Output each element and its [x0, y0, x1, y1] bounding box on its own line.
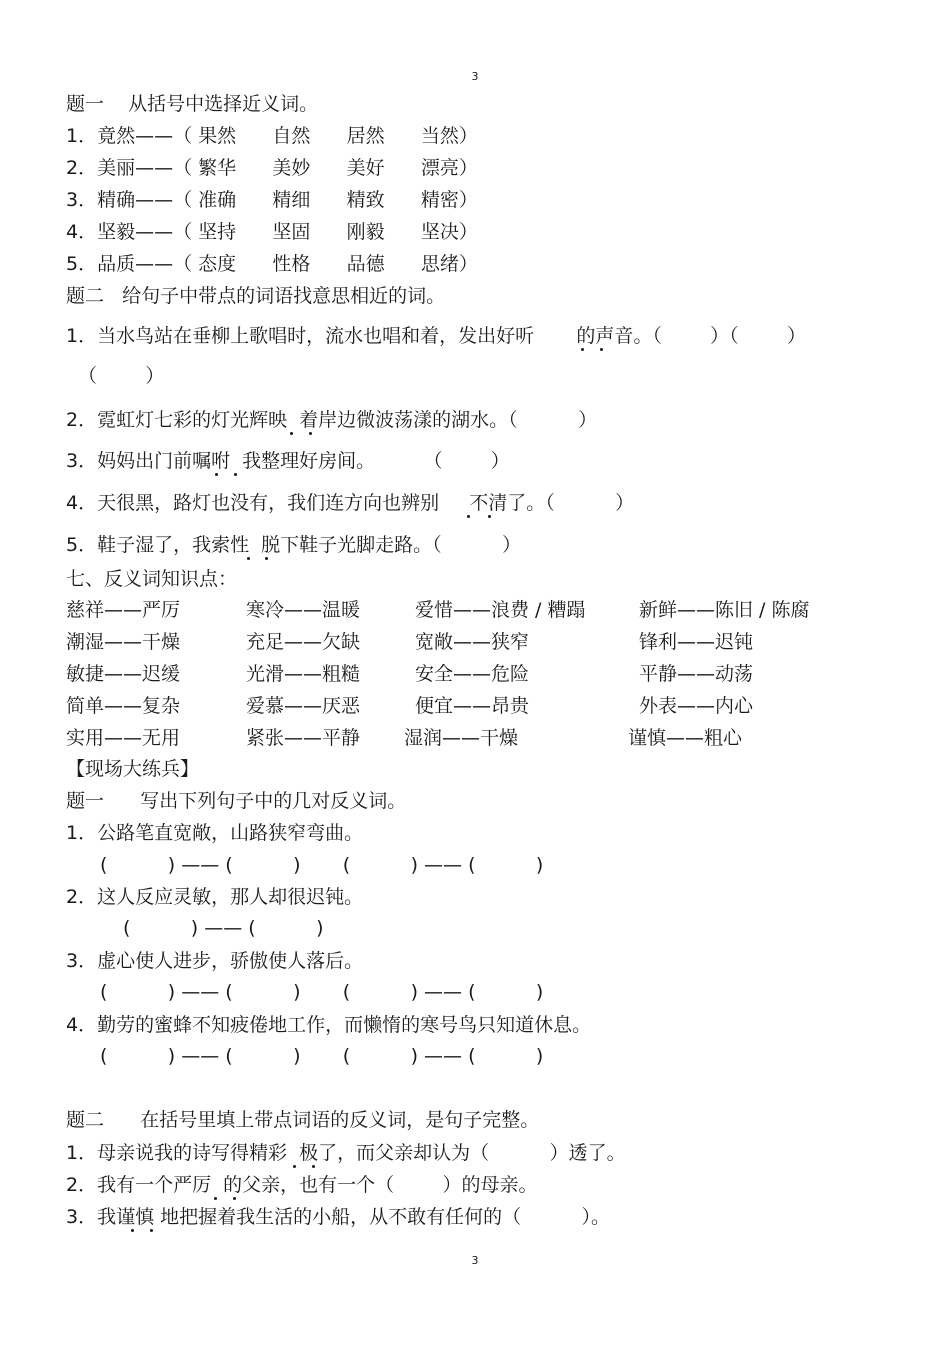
- question-sentence: 2．这人反应灵敏，那人却很迟钝。: [66, 886, 364, 908]
- section4-title: 题一 写出下列句子中的几对反义词。: [66, 790, 407, 812]
- sentence-item-cont: （ ）: [78, 365, 165, 387]
- antonym-pair: 宽敞——狭窄: [415, 631, 530, 653]
- antonym-pair: 谨慎——粗心: [628, 727, 743, 749]
- antonym-pair: 新鲜——陈旧 / 陈腐: [639, 599, 810, 621]
- antonym-pair: 爱惜——浪费 / 糟蹋: [415, 599, 586, 621]
- antonym-pair: 敏捷——迟缓: [66, 663, 181, 685]
- synonym-item: 3．精确——（ 准确 精细 精致 精密）: [66, 189, 478, 211]
- emphasis-dot: [293, 1165, 296, 1168]
- page-number-bottom: 3: [471, 1254, 479, 1267]
- antonym-pair: 实用——无用: [66, 727, 181, 749]
- antonym-pair: 便宜——昂贵: [415, 695, 530, 717]
- emphasis-dot: [150, 1229, 153, 1232]
- section1-title: 题一 从括号中选择近义词。: [66, 93, 319, 115]
- antonym-pair: 慈祥——严厉: [66, 599, 181, 621]
- antonym-pair: 平静——动荡: [639, 663, 754, 685]
- answer-blanks: ( ) —— ( ) ( ) —— ( ): [100, 1045, 544, 1067]
- emphasis-dot: [265, 557, 268, 560]
- fill-sentence: 1．母亲说我的诗写得精彩 极了，而父亲却认为（ ）透了。: [66, 1142, 626, 1164]
- emphasis-dot: [312, 1165, 315, 1168]
- emphasis-dot: [600, 348, 603, 351]
- emphasis-dot: [234, 473, 237, 476]
- antonym-pair: 潮湿——干燥: [66, 631, 181, 653]
- sentence-item: 3．妈妈出门前嘱咐 我整理好房间。 （ ）: [66, 450, 510, 472]
- sentence-item: 5．鞋子湿了，我索性 脱下鞋子光脚走路。（ ）: [66, 534, 522, 556]
- sentence-item: 1．当水鸟站在垂柳上歌唱时，流水也唱和着，发出好听 的声音。（ ）（ ）: [66, 325, 806, 347]
- fill-sentence: 2．我有一个严厉 的父亲，也有一个（ ）的母亲。: [66, 1174, 538, 1196]
- emphasis-dot: [467, 515, 470, 518]
- synonym-item: 1．竟然——（ 果然 自然 居然 当然）: [66, 125, 478, 147]
- section2-title: 题二 给句子中带点的词语找意思相近的词。: [66, 285, 446, 307]
- section3-title: 七、反义词知识点：: [66, 568, 238, 590]
- emphasis-dot: [488, 515, 491, 518]
- antonym-pair: 外表——内心: [639, 695, 754, 717]
- emphasis-dot: [290, 432, 293, 435]
- emphasis-dot: [215, 473, 218, 476]
- emphasis-dot: [233, 1197, 236, 1200]
- emphasis-dot: [309, 432, 312, 435]
- antonym-pair: 安全——危险: [415, 663, 530, 685]
- synonym-item: 5．品质——（ 态度 性格 品德 思绪）: [66, 253, 478, 275]
- antonym-pair: 光滑——粗糙: [246, 663, 361, 685]
- page-number-top: 3: [471, 70, 479, 83]
- emphasis-dot: [581, 348, 584, 351]
- answer-blanks: ( ) —— ( ) ( ) —— ( ): [100, 981, 544, 1003]
- emphasis-dot: [131, 1229, 134, 1232]
- emphasis-dot: [247, 557, 250, 560]
- question-sentence: 1．公路笔直宽敞，山路狭窄弯曲。: [66, 822, 364, 844]
- answer-blanks: ( ) —— ( ) ( ) —— ( ): [100, 854, 544, 876]
- sentence-item: 2．霓虹灯七彩的灯光辉映 着岸边微波荡漾的湖水。（ ）: [66, 409, 598, 431]
- antonym-pair: 简单——复杂: [66, 695, 181, 717]
- antonym-pair: 锋利——迟钝: [639, 631, 754, 653]
- synonym-item: 4．坚毅——（ 坚持 坚固 刚毅 坚决）: [66, 221, 478, 243]
- antonym-pair: 充足——欠缺: [246, 631, 361, 653]
- answer-blanks: ( ) —— ( ): [123, 917, 324, 939]
- question-sentence: 4．勤劳的蜜蜂不知疲倦地工作，而懒惰的寒号鸟只知道休息。: [66, 1014, 592, 1036]
- emphasis-dot: [214, 1197, 217, 1200]
- synonym-item: 2．美丽——（ 繁华 美妙 美好 漂亮）: [66, 157, 478, 179]
- antonym-pair: 紧张——平静: [246, 727, 361, 749]
- antonym-pair: 爱慕——厌恶: [246, 695, 361, 717]
- question-sentence: 3．虚心使人进步，骄傲使人落后。: [66, 950, 364, 972]
- practice-heading: 【现场大练兵】: [66, 758, 200, 780]
- sentence-item: 4．天很黑，路灯也没有，我们连方向也辨别 不清了。（ ）: [66, 492, 635, 514]
- section5-title: 题二 在括号里填上带点词语的反义词，是句子完整。: [66, 1109, 540, 1131]
- antonym-pair: 寒冷——温暖: [246, 599, 361, 621]
- antonym-pair: 湿润——干燥: [404, 727, 519, 749]
- fill-sentence: 3．我谨慎 地把握着我生活的小船，从不敢有任何的（ ）。: [66, 1206, 611, 1228]
